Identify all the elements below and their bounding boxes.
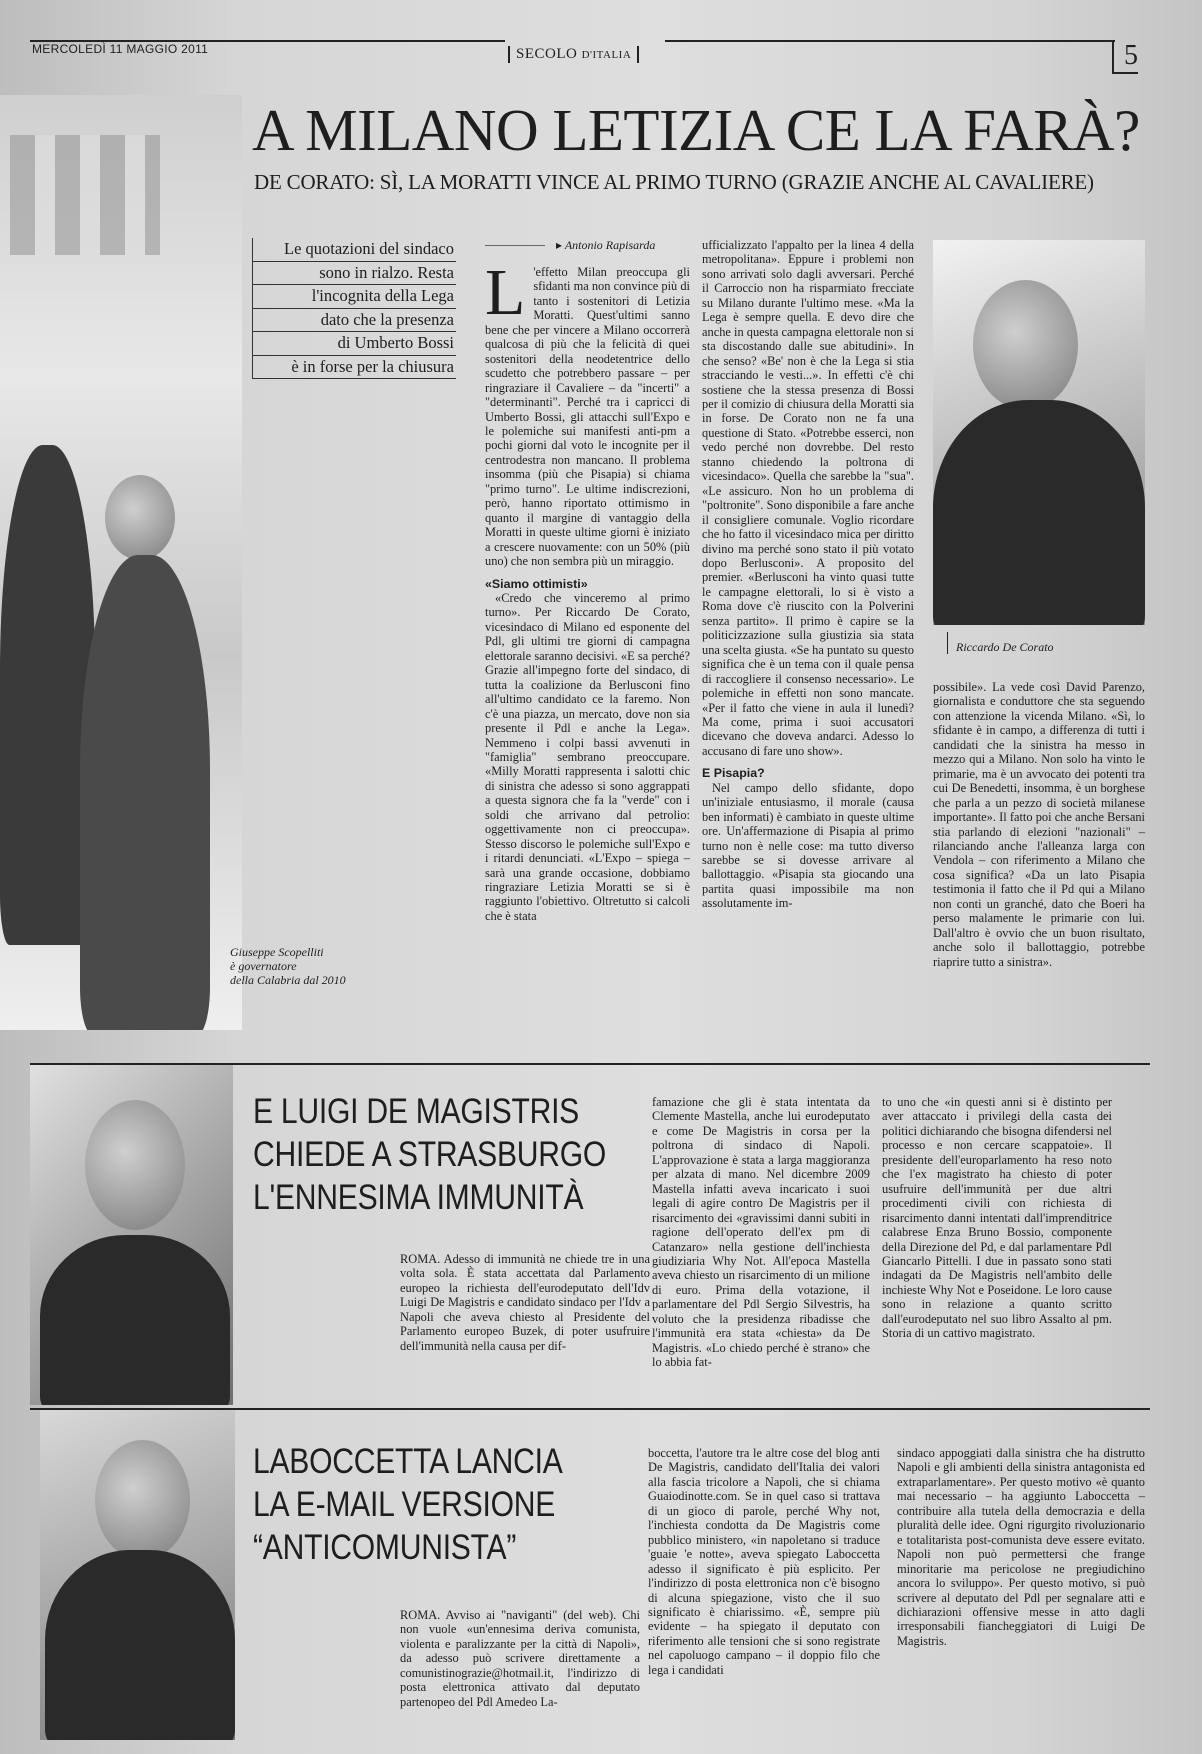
paragraph: possibile». La vede così David Parenzo, giornalista e conduttore che sta seguendo con attenzione la vicenda Milano. «Sì, lo sfidante è in campo, a differenza di tutti i candidati che la sinistra ha messo in mezzo qui a Milano. Non solo ha vinto le primarie, ma è un avvocato dei potenti tra cui De Benedetti, insomma, è un borghese che parla a un pezzo di società milanese importante». Il fatto poi che anche Bersani stia parlando di elezioni "nazionali" – rilanciando anche l'alleanza larga con Vendola – con riferimento a Milano che cosa significa? «Da un lato Pisapia testimonia il fatto che il Pd qui a Milano non conti un granché, dato che Boeri ha perso malamente le primarie con lui. Dall'altro è ovvio che un buon risultato, anche solo il ballottaggio, potrebbe riaprire tutto a sinistra». <box>933 680 1145 969</box>
caption-line: Giuseppe Scopelliti <box>230 945 324 959</box>
face <box>85 1100 185 1230</box>
caption-line: della Calabria dal 2010 <box>230 973 346 987</box>
dateline: ROMA. <box>400 1252 441 1266</box>
article3-column-3 <box>897 1446 1145 1648</box>
paragraph: Adesso di immunità ne chiede tre in una volta sola. È stata accettata dal Parlamento europeo la richiesta dell'eurodeputato dell'Idv Luigi De Magistris e candidato sindaco per l'Idv a Napoli che aveva chiesto al Presidente del Parlamento europeo Buzek, di poter usufruire dell'immunità nella causa per dif- <box>400 1252 650 1353</box>
pull-quote-line: Le quotazioni del sindaco <box>252 238 456 262</box>
headline-line: L'ENNESIMA IMMUNITÀ <box>253 1178 584 1217</box>
article2-column-2 <box>652 1095 870 1370</box>
caption-rule <box>947 632 948 654</box>
pull-quote-line: sono in rialzo. Resta <box>252 262 456 286</box>
pull-quote-line: dato che la presenza <box>252 309 456 333</box>
photo-scopelliti <box>0 95 242 1030</box>
photo-caption-left <box>230 945 346 987</box>
caption-line: è governatore <box>230 959 297 973</box>
photo-de-corato <box>933 240 1145 625</box>
main-subhead: DE CORATO: SÌ, LA MORATTI VINCE AL PRIMO TURNO (GRAZIE ANCHE AL CAVALIERE) <box>254 170 1094 194</box>
paragraph: ufficializzato l'appalto per la linea 4 della metropolitana». Eppure i problemi non sono arrivati solo dagli avversari. Perché il Carroccio non ha risparmiato frecciate su Milano durante l'ultimo mese. «Ma la Lega è sempre quella. E devo dire che anche in questa campagna elettorale non si sta discostando dalle sue abitudini». In che senso? «Be' non è che la Lega si stia stracciando le vesti...». In effetti c'è chi sostiene che la stessa presenza di Bossi per il comizio di chiusura della Moratti sia in forse. De Corato non ne fa una questione di Stato. «Potrebbe esserci, non vedo perché non dovrebbe. Del resto stanno chiedendo la poltrona di vicesindaco». Quella che sarebbe la "sua". «Le assicuro. Non ho un problema di "poltronite". Sono disponibile a fare anche il consigliere comunale. Voglio ricordare che ho fatto il vicesindaco mica per diritto divino ma perché sono stato il più votato dopo Berlusconi». A proposito del premier. «Berlusconi ha vinto quasi tutte le campagne elettorali, lo si è visto a Roma dove c'è riuscito con la Polverini senza partito». Il primo è capire se la politicizzazione sulla giustizia sia stata una scelta giusta. «Se ha puntato su questo significa che è un tema con il quale pensa di raccogliere il consenso necessario». Le polemiche in effetti non sono mancate. «Per il fatto che viene in aula il lunedì? Ma come, prima i suoi accusatori dicevano che doveva andarci. Adesso lo accusano di fare uno show». <box>702 238 914 758</box>
paragraph: famazione che gli è stata intentata da Clemente Mastella, anche lui eurodeputato e come De Magistris in corsa per la poltrona di sindaco di Napoli. L'approvazione è stata a larga maggioranza per alzata di mano. Nel dicembre 2009 Mastella infatti aveva incaricato i suoi legali di agire contro De Magistris per il risarcimento dei «gravissimi danni subiti in ragione dell'operato dell'ex pm di Catanzaro» nella gestione dell'inchiesta giudiziaria Why Not. All'epoca Mastella aveva chiesto un risarcimento di un milione di euro. Prima della votazione, il parlamentare del Pdl Sergio Silvestris, ha voluto che la presidenza ribadisse che l'immunità era stata «chiesta» da De Magistris. «Lo chiedo perché è strano» che lo abbia fat- <box>652 1095 870 1370</box>
drop-cap: L <box>485 256 526 329</box>
figure-suit <box>80 555 210 1030</box>
article2-column-3 <box>882 1095 1112 1341</box>
article2-headline <box>253 1090 606 1219</box>
section-subtitle: E Pisapia? <box>702 766 765 781</box>
headline-line: LA E-MAIL VERSIONE <box>253 1485 556 1524</box>
photo-caption-right: Riccardo De Corato <box>956 640 1054 654</box>
pull-quote-line: di Umberto Bossi <box>252 332 456 356</box>
article3-headline <box>253 1440 563 1569</box>
main-headline: A MILANO LETIZIA CE LA FARÀ? <box>252 97 1140 163</box>
article3-column-1 <box>400 1608 640 1709</box>
headline-line: E LUIGI DE MAGISTRIS <box>253 1092 580 1131</box>
issue-date: MERCOLEDÌ 11 MAGGIO 2011 <box>32 42 209 56</box>
main-column-3 <box>933 680 1145 969</box>
byline: ▸ Antonio Rapisarda <box>556 238 656 252</box>
paragraph: 'effetto Milan preoccupa gli sfidanti ma non convince più di tanto i sostenitori di Letizia Moratti. Quest'ultimi sanno bene che per vincere a Milano occorrerà qualcosa di più che la felicità di quei sostenitori della neodetentrice dello scudetto che potrebbero passare – per ringraziare il Cavaliere – da "incerti" a "determinanti". Perché tra i capricci di Umberto Bossi, gli attacchi sull'Expo e le polemiche sui manifesti anti-pm a pochi giorni dal voto le incognite per il centrodestra non mancano. Il problema insomma (più che Pisapia) si chiama "primo turno". Le ultime indiscrezioni, però, hanno riportato ottimismo in quanto il margine di vantaggio della Moratti in queste ultime giorni è iniziato a crescere nuovamente: con un 50% (più uno) che non sembra più un miraggio. <box>485 265 690 569</box>
dateline: ROMA. <box>400 1608 441 1622</box>
headline-line: CHIEDE A STRASBURGO <box>253 1135 607 1174</box>
article3-column-2 <box>648 1446 880 1677</box>
newspaper-name <box>508 46 639 63</box>
pull-quote-line: l'incognita della Lega <box>252 285 456 309</box>
pull-quote-line: è in forse per la chiusura <box>252 356 456 380</box>
paragraph: to uno che «in questi anni si è distinto per aver attaccato i privilegi della casta dei politici dichiarando che bisogna difendersi nel processo e non cercare scappatoie». Il presidente dell'europarlamento ha reso noto che l'ex magistrato ha chiesto di poter usufruire dell'immunità per due altri procedimenti civili con richiesta di risarcimento danni intentati dall'imprenditrice calabrese Enza Bruno Bossio, componente della Direzione del Pd, e dal parlamentare Pdl Giancarlo Pittelli. I due in passato sono stati indagati da De Magistris nell'ambito delle inchieste Why Not e Poseidone. Le loro cause sono in relazione a quanto scritto dall'eurodeputato nel suo libro Assalto al pm. Storia di un cattivo magistrato. <box>882 1095 1112 1341</box>
face <box>95 1440 190 1560</box>
photo-laboccetta <box>40 1410 235 1740</box>
paragraph: sindaco appoggiati dalla sinistra che ha distrutto Napoli e gli ambienti della sinistra antagonista ed extraparlamentare». Per questo motivo «è quanto mai necessario – ha aggiunto Laboccetta – contribuire alla tutela della democrazia e della pluralità delle idee. Ogni rigurgito rivoluzionario e totalitarista post-comunista deve essere evitato. Napoli non può permettersi che frange minoritarie ma pericolose ne pregiudichino ancora lo sviluppo». Per questo motivo, si può scrivere al deputato del Pdl per segnalare atti e dichiarazioni offensive messe in atto dagli irresponsabili fiancheggiatori di Luigi De Magistris. <box>897 1446 1145 1648</box>
byline-rule <box>485 245 545 246</box>
photo-de-magistris <box>30 1065 233 1405</box>
paragraph: Nel campo dello sfidante, dopo un'iniziale entusiasmo, il morale (causa ben informati) è cambiato in queste ultime ore. Un'affermazione di Pisapia al primo turno non è nelle cose: ma tutto diverso sarebbe se si dovesse arrivare al ballottaggio. «Pisapia sta giocando una partita quasi impossibile ma non assolutamente im- <box>702 780 914 911</box>
main-column-2 <box>702 238 914 911</box>
paper-name: SECOLO <box>516 46 578 62</box>
pull-quote <box>252 238 456 379</box>
figure-suit <box>40 1235 230 1405</box>
article2-column-1 <box>400 1252 650 1353</box>
page-number: 5 <box>1112 40 1138 74</box>
face <box>973 280 1078 410</box>
main-column-1 <box>485 256 690 923</box>
headline-line: LABOCCETTA LANCIA <box>253 1442 563 1481</box>
figure-suit <box>933 400 1145 625</box>
masthead-rule-right <box>665 40 1115 42</box>
face <box>105 475 175 560</box>
paragraph: Avviso ai "naviganti" (del web). Chi non vuole «un'ennesima deriva comunista, violenta e paralizzante per la città di Napoli», da adesso può scrivere direttamente a comunistinograzie@hotmail.it, l'indirizzo di posta elettronica attivato dal deputato partenopeo del Pdl Amedeo La- <box>400 1608 640 1709</box>
author-name: Antonio Rapisarda <box>564 238 656 252</box>
figure-suit <box>45 1550 235 1740</box>
building-windows <box>10 135 160 255</box>
section-subtitle: «Siamo ottimisti» <box>485 576 588 591</box>
headline-line: “ANTICOMUNISTA” <box>253 1528 517 1567</box>
paper-name-small: D'ITALIA <box>581 49 632 61</box>
paragraph: «Credo che vinceremo al primo turno». Per Riccardo De Corato, vicesindaco di Milano ed esponente del Pdl, gli ultimi tre giorni di campagna elettorale saranno decisivi. «E sa perché? Grazie all'impegno forte del sindaco, di tutta la coalizione da Berlusconi fino all'ultimo candidato ce la faremo. Non c'è una piazza, un mercato, dove non sia presente il Pdl e anche la Lega». Nemmeno i colpi bassi avvenuti in "famiglia" sembrano preoccupare. «Milly Moratti rappresenta i salotti chic di sinistra che adesso si sono aggrappati a questa signora che fa la "verde" con i soldi che arrivano dal petrolio: oggettivamente non ci preoccupa». Stesso discorso le polemiche sull'Expo e i ritardi denunciati. «L'Expo – spiega – sarà una grande occasione, dobbiamo ringraziare Letizia Moratti se si è raggiunto l'obiettivo. Oltretutto si calcoli che è stata <box>485 590 690 923</box>
paragraph: boccetta, l'autore tra le altre cose del blog anti De Magistris, candidato dell'Italia dei valori alla fascia tricolore a Napoli, che si chiama Guaiodinotte.com. Se in quel caso si trattava di un gioco di parole, perché Why not, l'inchiesta condotta da De Magistris come pubblico ministero, «in napoletano si traduce 'guaie 'e notte», aveva spiegato Laboccetta adesso il significato è più esplicito. Per l'indirizzo di posta elettronica non c'è bisogno di alcuna spiegazione, visto che il suo significato è chiarissimo. «È, sempre più evidente – ha spiegato il deputato con riferimento alle tensioni che si sono registrate nel capoluogo campano – il doppio filo che lega i candidati <box>648 1446 880 1677</box>
